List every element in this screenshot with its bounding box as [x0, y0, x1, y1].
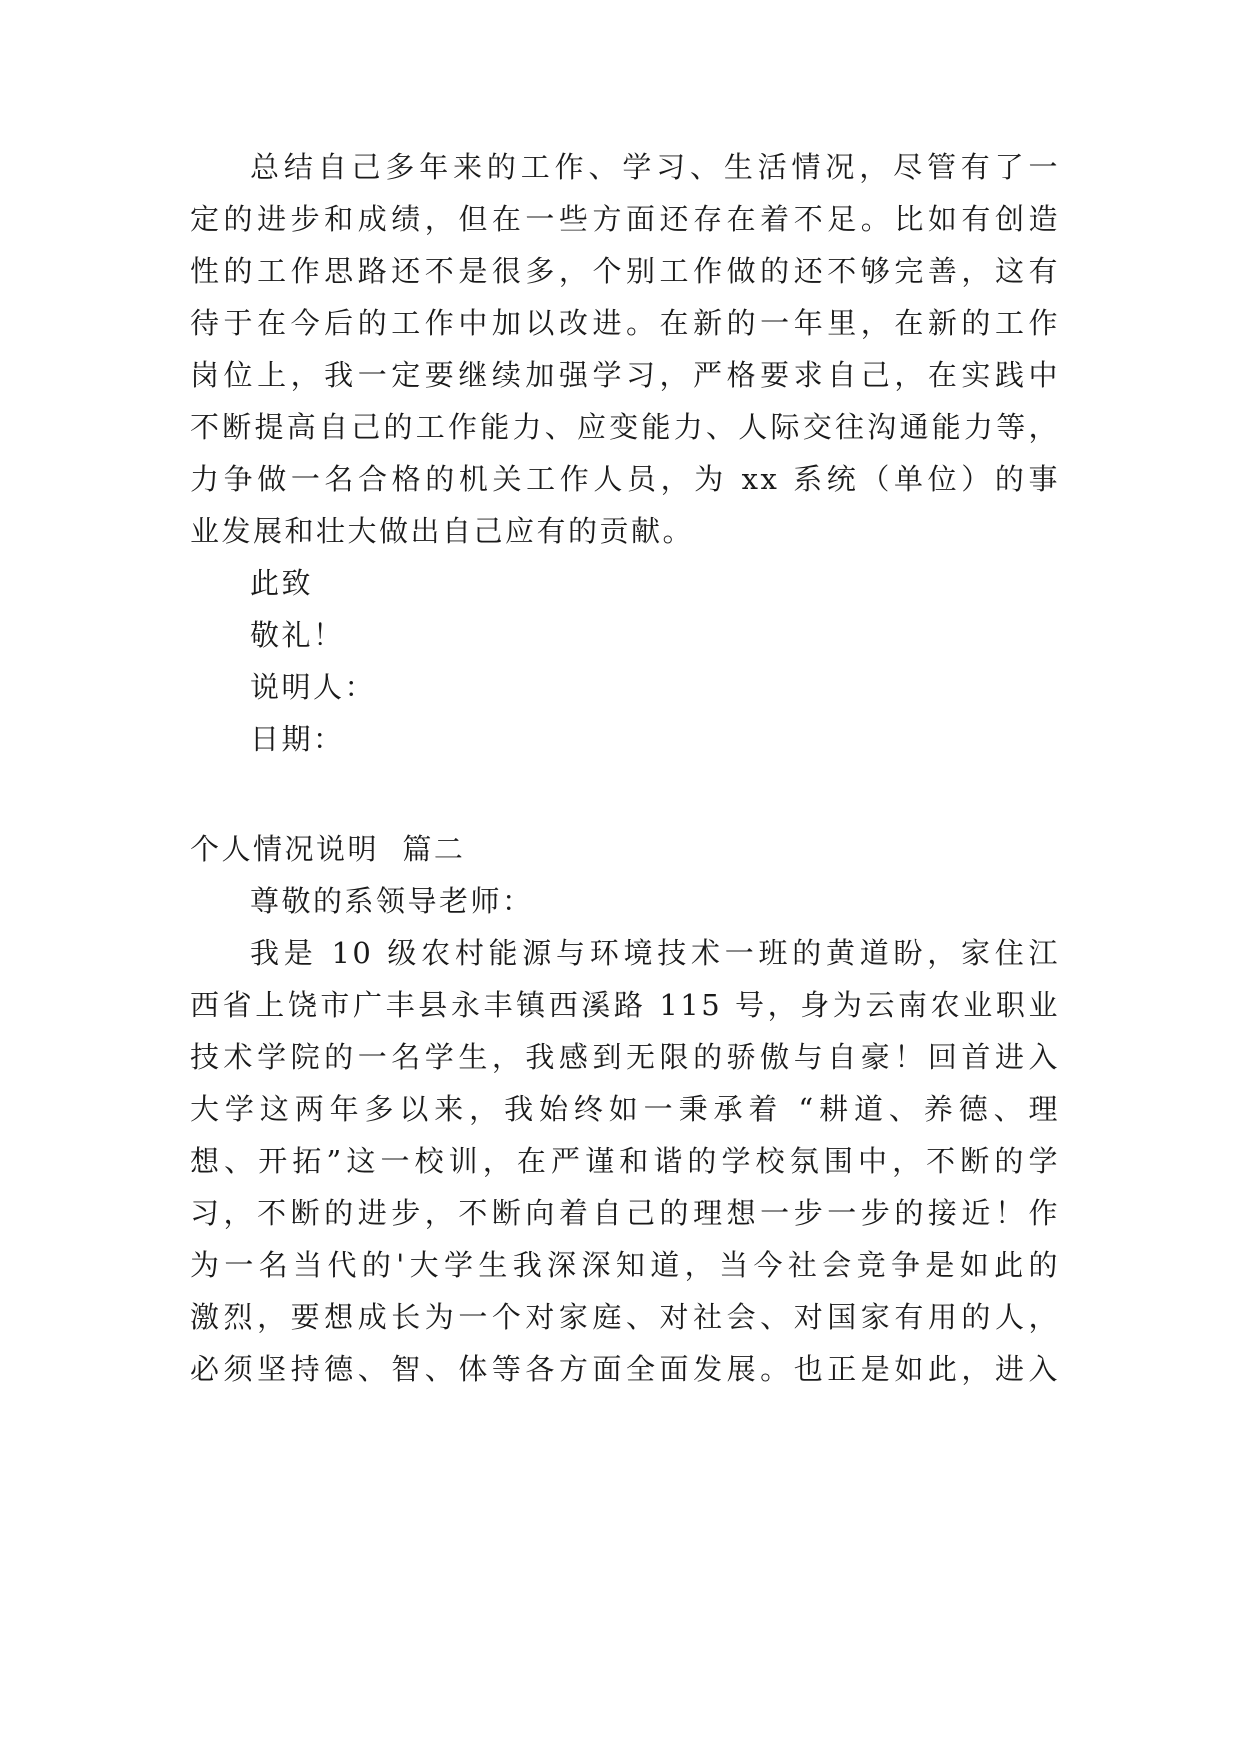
- paragraph-line: 力争做一名合格的机关工作人员，为 xx 系统（单位）的事: [190, 462, 1060, 496]
- paragraph-line: 岗位上，我一定要继续加强学习，严格要求自己，在实践中: [190, 358, 1060, 392]
- salutation: 尊敬的系领导老师：: [250, 884, 534, 918]
- paragraph-line: 业发展和壮大做出自己应有的贡献。: [190, 514, 695, 548]
- paragraph-line: 定的进步和成绩，但在一些方面还存在着不足。比如有创造: [190, 202, 1060, 236]
- paragraph-line: 大学这两年多以来，我始终如一秉承着 “耕道、养德、理: [190, 1092, 1060, 1126]
- paragraph-line: 激烈，要想成长为一个对家庭、对社会、对国家有用的人，: [190, 1300, 1060, 1334]
- paragraph-line: 不断提高自己的工作能力、应变能力、人际交往沟通能力等，: [190, 410, 1060, 444]
- paragraph-line: 总结自己多年来的工作、学习、生活情况，尽管有了一: [250, 150, 1060, 184]
- signer-label: 说明人：: [250, 670, 377, 704]
- paragraph-line: 想、开拓”这一校训，在严谨和谐的学校氛围中，不断的学: [190, 1144, 1060, 1178]
- section-heading: 个人情况说明 篇二: [190, 832, 466, 866]
- closing-line: 此致: [250, 566, 314, 600]
- paragraph-line: 我是 10 级农村能源与环境技术一班的黄道盼，家住江: [250, 936, 1060, 970]
- paragraph-line: 必须坚持德、智、体等各方面全面发展。也正是如此，进入: [190, 1352, 1060, 1386]
- paragraph-line: 技术学院的一名学生，我感到无限的骄傲与自豪！回首进入: [190, 1040, 1060, 1074]
- paragraph-line: 习，不断的进步，不断向着自己的理想一步一步的接近！作: [190, 1196, 1060, 1230]
- paragraph-line: 西省上饶市广丰县永丰镇西溪路 115 号，身为云南农业职业: [190, 988, 1060, 1022]
- closing-line: 敬礼！: [250, 618, 345, 652]
- paragraph-line: 为一名当代的'大学生我深深知道，当今社会竞争是如此的: [190, 1248, 1060, 1282]
- paragraph-line: 待于在今后的工作中加以改进。在新的一年里，在新的工作: [190, 306, 1060, 340]
- date-label: 日期：: [250, 722, 345, 756]
- paragraph-line: 性的工作思路还不是很多，个别工作做的还不够完善，这有: [190, 254, 1060, 288]
